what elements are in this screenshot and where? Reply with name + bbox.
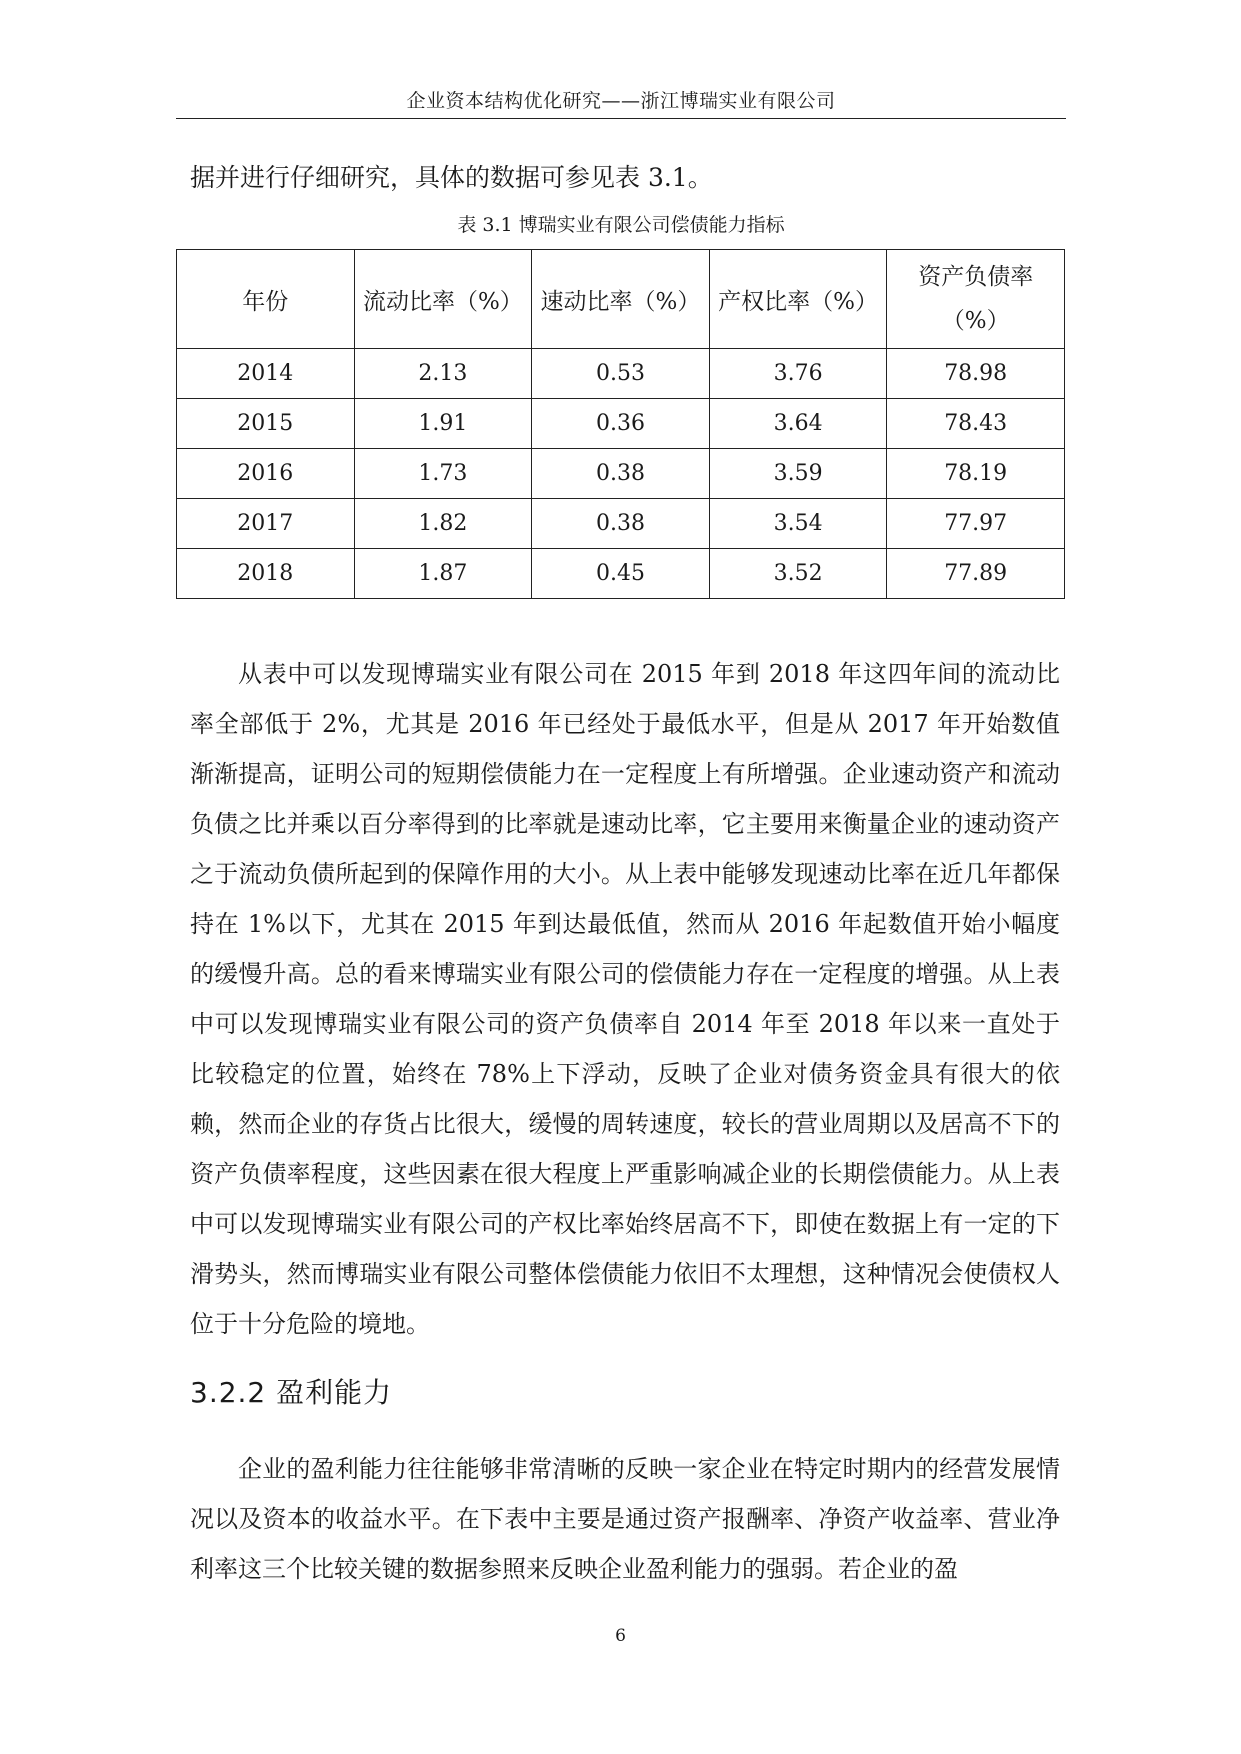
- cell-equity-ratio: 3.59: [709, 449, 887, 499]
- cell-quick-ratio: 0.38: [532, 449, 710, 499]
- table-caption: 表 3.1 博瑞实业有限公司偿债能力指标: [457, 214, 785, 236]
- cell-equity-ratio: 3.52: [709, 549, 887, 599]
- cell-equity-ratio: 3.54: [709, 499, 887, 549]
- cell-current-ratio: 1.87: [354, 549, 532, 599]
- cell-debt-ratio: 77.97: [887, 499, 1065, 549]
- cell-year: 2017: [177, 499, 355, 549]
- header-rule: [176, 118, 1066, 119]
- cell-current-ratio: 1.82: [354, 499, 532, 549]
- cell-current-ratio: 2.13: [354, 349, 532, 399]
- cell-current-ratio: 1.91: [354, 399, 532, 449]
- paragraph-1: 从表中可以发现博瑞实业有限公司在 2015 年到 2018 年这四年间的流动比率全部低于 2%，尤其是 2016 年已经处于最低水平，但是从 2017 年开始数值渐渐提高，证明公司的短期偿债能力在一定程度上有所增强。企业速动资产和流动负债之比并乘以百分率得到的比率就是速动比率，它主要用来衡量企业的速动资产之于流动负债所起到的保障作用的大小。从上表中能够发现速动比率在近几年都保持在 1%以下，尤其在 2015 年到达最低值，然而从 2016 年起数值开始小幅度的缓慢升高。总的看来博瑞实业有限公司的偿债能力存在一定程度的增强。从上表中可以发现博瑞实业有限公司的资产负债率自 2014 年至 2018 年以来一直处于比较稳定的位置，始终在 78%上下浮动，反映了企业对债务资金具有很大的依赖，然而企业的存货占比很大，缓慢的周转速度，较长的营业周期以及居高不下的资产负债率程度，这些因素在很大程度上严重影响减企业的长期偿债能力。从上表中可以发现博瑞实业有限公司的产权比率始终居高不下，即使在数据上有一定的下滑势头，然而博瑞实业有限公司整体偿债能力依旧不太理想，这种情况会使债权人位于十分危险的境地。: [190, 660, 1060, 1338]
- header-quick-ratio: 速动比率（%）: [532, 250, 710, 349]
- table-row: [177, 399, 1065, 449]
- header-debt-ratio: [887, 250, 1065, 349]
- cell-year: 2016: [177, 449, 355, 499]
- cell-current-ratio: 1.73: [354, 449, 532, 499]
- header-current-ratio: 流动比率（%）: [354, 250, 532, 349]
- table-row: [177, 549, 1065, 599]
- running-header: 企业资本结构优化研究——浙江博瑞实业有限公司: [406, 90, 836, 112]
- table-row: [177, 349, 1065, 399]
- table-header-row: [177, 250, 1065, 349]
- cell-debt-ratio: 78.98: [887, 349, 1065, 399]
- cell-equity-ratio: 3.64: [709, 399, 887, 449]
- paragraph-2: 企业的盈利能力往往能够非常清晰的反映一家企业在特定时期内的经营发展情况以及资本的收益水平。在下表中主要是通过资产报酬率、净资产收益率、营业净利率这三个比较关键的数据参照来反映企业盈利能力的强弱。若企业的盈: [190, 1455, 1060, 1583]
- cell-debt-ratio: 78.43: [887, 399, 1065, 449]
- cell-debt-ratio: 77.89: [887, 549, 1065, 599]
- cell-quick-ratio: 0.36: [532, 399, 710, 449]
- section-heading: 3.2.2 盈利能力: [190, 1376, 393, 1409]
- page-number: 6: [615, 1626, 626, 1646]
- cell-equity-ratio: 3.76: [709, 349, 887, 399]
- cell-debt-ratio: 78.19: [887, 449, 1065, 499]
- header-year: 年份: [177, 250, 355, 349]
- cell-year: 2014: [177, 349, 355, 399]
- header-debt-ratio-line2: （%）: [941, 308, 1010, 334]
- table-row: [177, 499, 1065, 549]
- cell-year: 2018: [177, 549, 355, 599]
- header-equity-ratio: 产权比率（%）: [709, 250, 887, 349]
- table-row: [177, 449, 1065, 499]
- analysis-paragraph: [190, 649, 1060, 1349]
- solvency-table: [176, 249, 1065, 599]
- cell-quick-ratio: 0.38: [532, 499, 710, 549]
- cell-quick-ratio: 0.53: [532, 349, 710, 399]
- cell-year: 2015: [177, 399, 355, 449]
- cell-quick-ratio: 0.45: [532, 549, 710, 599]
- header-debt-ratio-line1: 资产负债率: [918, 264, 1034, 290]
- intro-text: 据并进行仔细研究，具体的数据可参见表 3.1。: [190, 163, 713, 192]
- profitability-paragraph: [190, 1444, 1060, 1594]
